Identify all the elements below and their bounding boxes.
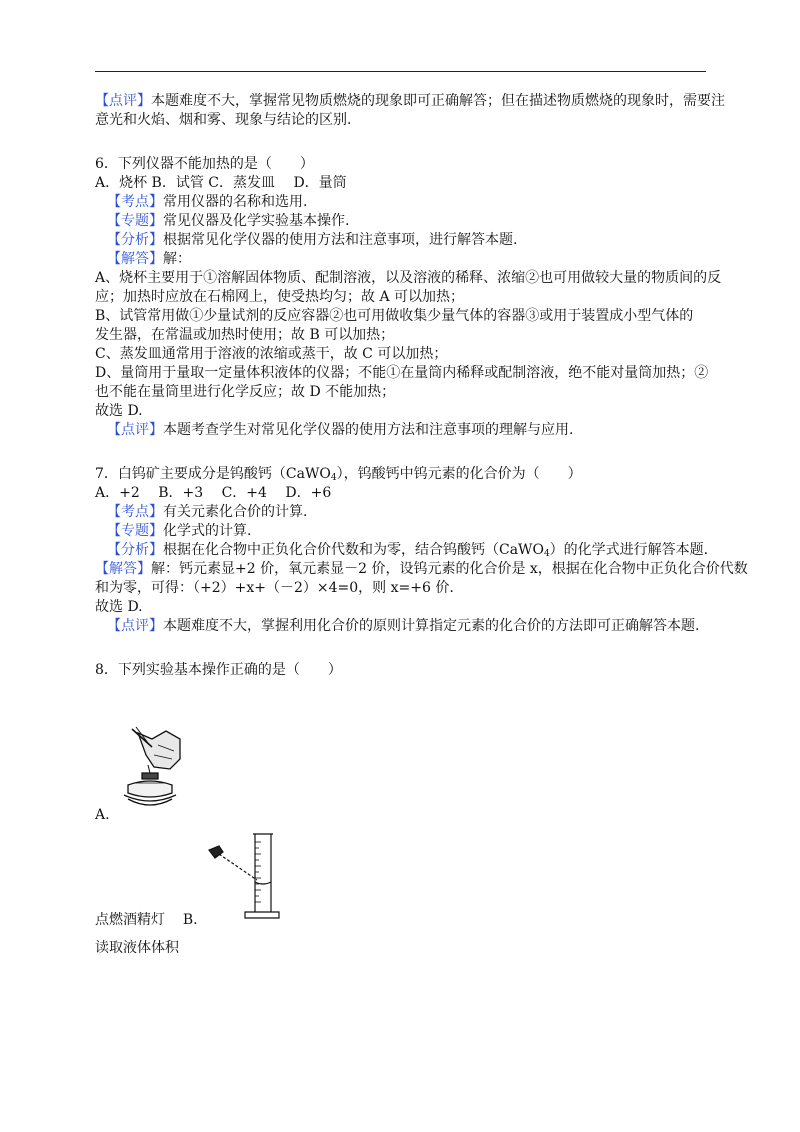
- q6-b-line-2: 发生器，在常温或加热时使用；故 B 可以加热；: [95, 327, 395, 343]
- kaodian-tag: 【考点】: [107, 504, 163, 520]
- q6-answer: 故选 D.: [95, 403, 143, 419]
- q7-stem-part-1: 7．白钨矿主要成分是钨酸钙（CaWO: [95, 466, 331, 482]
- q6-jieda: [95, 250, 707, 269]
- review-text: 本题考查学生对常见化学仪器的使用方法和注意事项的理解与应用.: [163, 422, 574, 438]
- graduated-cylinder-figure: [205, 830, 285, 922]
- q7-jieda: [95, 560, 748, 579]
- q6-zhuanti: [95, 212, 707, 231]
- q6-b-line-1: B、试管常用做①少量试剂的反应容器②也可用做收集少量气体的容器③或用于装置成小型气体的: [95, 308, 694, 324]
- subscript: 4: [330, 473, 337, 483]
- review-text: 本题难度不大，掌握常见物质燃烧的现象即可正确解答；但在描述物质燃烧的现象时，需要注: [151, 93, 725, 109]
- review-tag: 【点评】: [107, 422, 163, 438]
- q7-fenxi: [95, 541, 707, 560]
- alcohol-lamp-figure: [118, 725, 198, 810]
- kaodian-text: 常用仪器的名称和选用.: [163, 194, 308, 210]
- q6-d-line-1: D、量筒用于量取一定量体积液体的仪器；不能①在量筒内稀释或配制溶液，绝不能对量筒加热；②: [95, 365, 709, 381]
- option-a-label: A.: [95, 807, 110, 823]
- jieda-text: 解：: [163, 251, 191, 267]
- zhuanti-tag: 【专题】: [107, 523, 163, 539]
- q7-options: A．+2 B．+3 C．+4 D．+6: [95, 485, 332, 501]
- fenxi-tag: 【分析】: [107, 542, 163, 558]
- fenxi-tag: 【分析】: [107, 232, 163, 248]
- kaodian-tag: 【考点】: [107, 194, 163, 210]
- caption-a: 点燃酒精灯: [95, 912, 165, 928]
- q8-stem: 8．下列实验基本操作正确的是（ ）: [95, 662, 342, 678]
- fenxi-text-2: ）的化学式进行解答本题.: [549, 542, 709, 558]
- q6-d-line-2: 也不能在量筒里进行化学反应；故 D 不能加热；: [95, 384, 396, 400]
- q6-c-line-1: C、蒸发皿通常用于溶液的浓缩或蒸干，故 C 可以加热；: [95, 346, 448, 362]
- zhuanti-text: 常见仪器及化学实验基本操作.: [163, 213, 350, 229]
- q7-kaodian: [95, 503, 707, 522]
- q7-answer: 故选 D.: [95, 599, 143, 615]
- option-a-caption: [95, 911, 198, 930]
- review-line: [95, 92, 725, 111]
- option-b-caption: 读取液体体积: [95, 940, 179, 956]
- review-tag: 【点评】: [107, 618, 163, 634]
- q6-options: A．烧杯 B．试管 C．蒸发皿 D．量筒: [95, 175, 347, 191]
- review-tag: 【点评】: [95, 93, 151, 109]
- review-text: 本题难度不大，掌握利用化合价的原则计算指定元素的化合价的方法即可正确解答本题.: [163, 618, 700, 634]
- document-page: [95, 92, 748, 680]
- fenxi-text: 根据常见化学仪器的使用方法和注意事项，进行解答本题.: [163, 232, 518, 248]
- header-rule: [95, 71, 706, 72]
- zhuanti-tag: 【专题】: [107, 213, 163, 229]
- q7-zhuanti: [95, 522, 707, 541]
- q6-fenxi: [95, 231, 707, 250]
- option-b-label: B.: [182, 912, 198, 928]
- q7-stem: [95, 465, 707, 484]
- review-line-2: 意光和火焰、烟和雾、现象与结论的区别.: [95, 112, 352, 128]
- q6-review: [95, 421, 707, 440]
- q6-a-line-1: A、烧杯主要用于①溶解固体物质、配制溶液，以及溶液的稀释、浓缩②也可用做较大量的物质间的反: [95, 270, 722, 286]
- jieda-tag: 【解答】: [95, 561, 151, 577]
- q6-a-line-2: 应；加热时应放在石棉网上，使受热均匀；故 A 可以加热；: [95, 289, 465, 305]
- subscript: 4: [543, 549, 550, 559]
- kaodian-text: 有关元素化合价的计算.: [163, 504, 308, 520]
- q7-jieda-line-2: 和为零，可得：（+2）+x+（－2）×4=0，则 x=+6 价.: [95, 580, 454, 596]
- fenxi-text-1: 根据在化合物中正负化合价代数和为零，结合钨酸钙（CaWO: [163, 542, 544, 558]
- q7-review: [95, 617, 707, 636]
- q7-stem-part-2: ），钨酸钙中钨元素的化合价为（ ）: [336, 466, 582, 482]
- q6-stem: 6．下列仪器不能加热的是（ ）: [95, 156, 314, 172]
- jieda-text: 解：钙元素显+2 价，氧元素显－2 价，设钨元素的化合价是 x，根据在化合物中正负化合价代数: [151, 561, 748, 577]
- q6-kaodian: [95, 193, 707, 212]
- jieda-tag: 【解答】: [107, 251, 163, 267]
- zhuanti-text: 化学式的计算.: [163, 523, 252, 539]
